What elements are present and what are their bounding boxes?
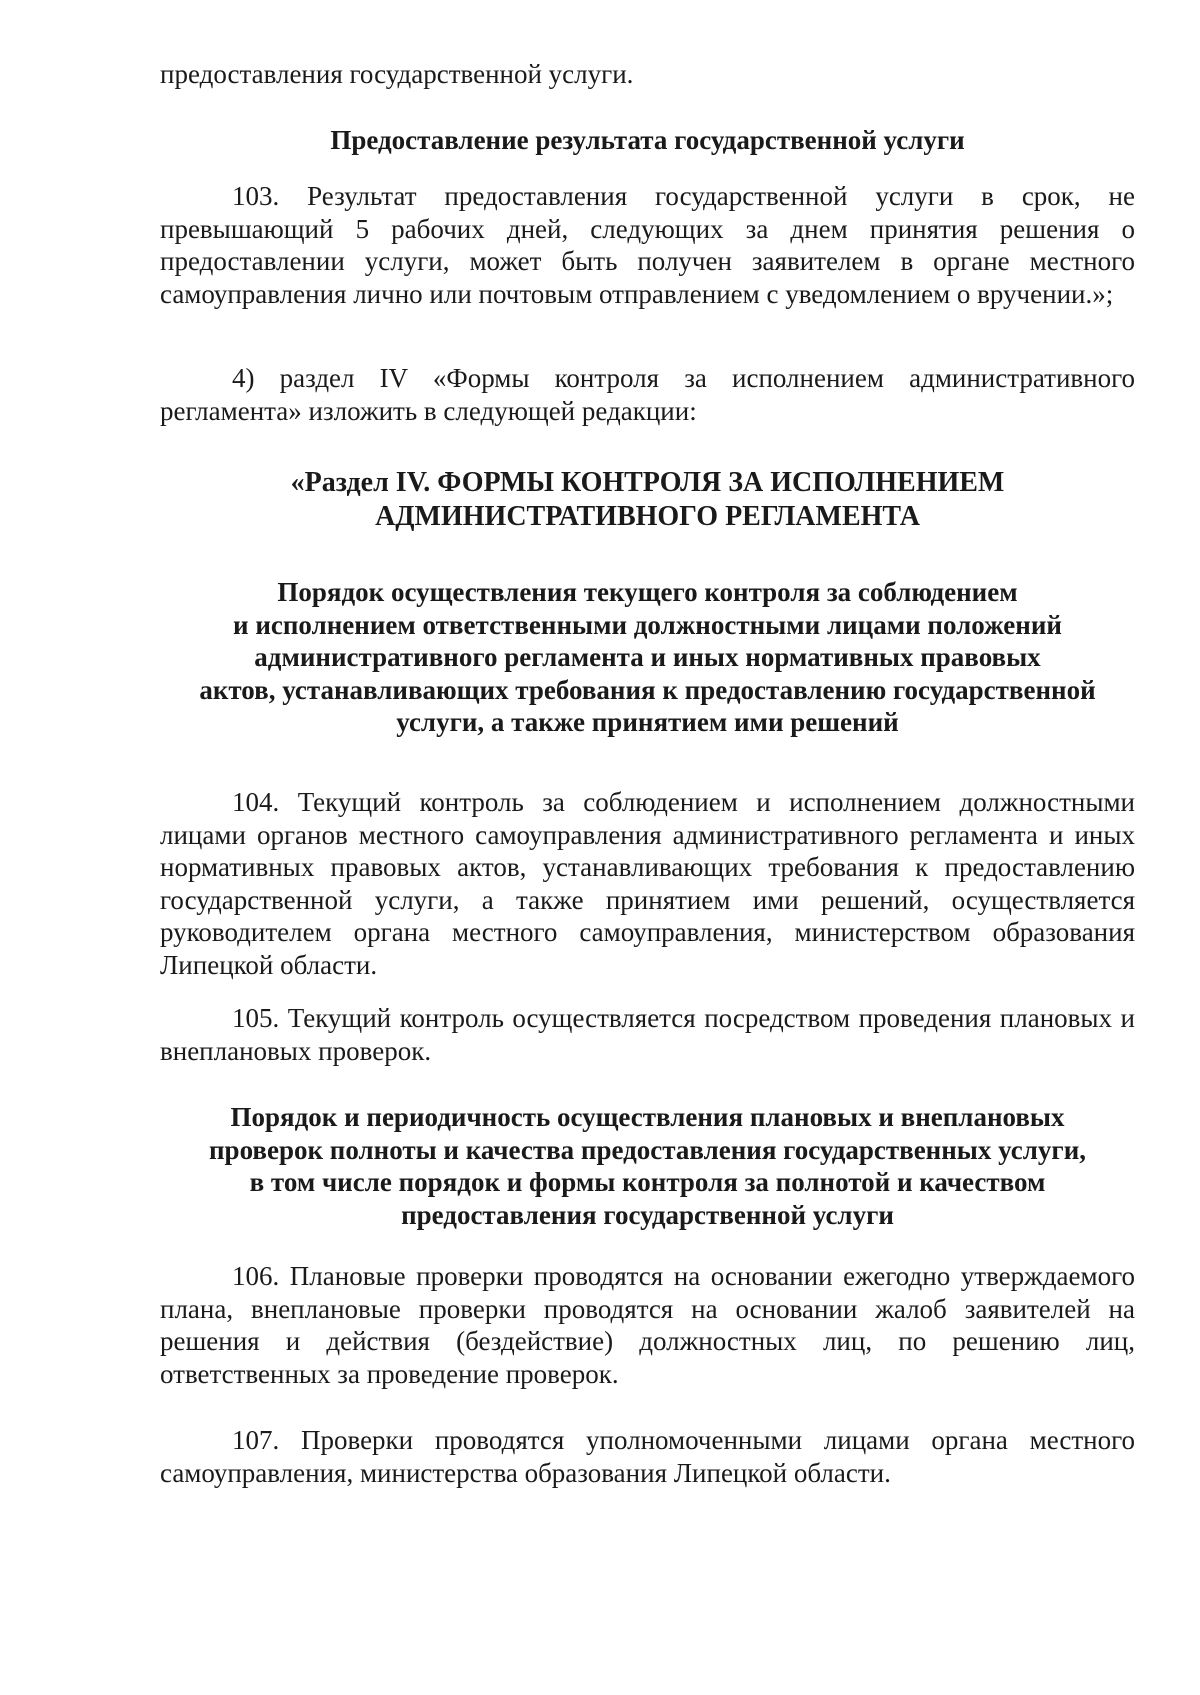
heading-line: и исполнением ответственными должностными лицами положений xyxy=(233,609,1062,640)
paragraph-4: 4) раздел IV «Формы контроля за исполнением административного регламента» изложить в следующей редакции: xyxy=(160,363,1135,426)
heading-current-control xyxy=(160,576,1135,739)
heading-line: услуги, а также принятием ими решений xyxy=(396,707,899,737)
heading-line: предоставления государственной услуги xyxy=(401,1199,894,1230)
section-title-line: АДМИНИСТРАТИВНОГО РЕГЛАМЕНТА xyxy=(375,501,920,532)
paragraph-103: 103. Результат предоставления государственной услуги в срок, не превышающий 5 рабочих дней, следующих за днем принятия решения о предоставлении услуги, может быть получен заявителем в органе местного самоуправления лично или почтовым отправлением с уведомлением о вручении.»; xyxy=(160,181,1135,309)
heading-line: административного регламента и иных нормативных правовых xyxy=(254,642,1041,672)
intro-line: предоставления государственной услуги. xyxy=(160,59,634,89)
section-title xyxy=(160,466,1135,534)
heading-line: актов, устанавливающих требования к предоставлению государственной xyxy=(199,674,1096,705)
paragraph-107: 107. Проверки проводятся уполномоченными лицами органа местного самоуправления, министерства образования Липецкой области. xyxy=(160,1425,1135,1488)
paragraph-106: 106. Плановые проверки проводятся на основании ежегодно утверждаемого плана, внеплановые проверки проводятся на основании жалоб заявителей на решения и действия (бездействие) должностных лиц, по решению лиц, ответственных за проведение проверок. xyxy=(160,1261,1135,1389)
section-title-line: «Раздел IV. ФОРМЫ КОНТРОЛЯ ЗА ИСПОЛНЕНИЕМ xyxy=(290,467,1005,498)
heading-line: Порядок осуществления текущего контроля за соблюдением xyxy=(277,577,1018,607)
paragraph-104: 104. Текущий контроль за соблюдением и исполнением должностными лицами органов местного самоуправления административного регламента и иных нормативных правовых актов, устанавливающих требования к предоставлению государственной услуги, а также принятием ими решений, осуществляется руководителем органа местного самоуправления, министерством образования Липецкой области. xyxy=(160,787,1135,980)
heading-result: Предоставление результата государственной услуги xyxy=(330,125,965,155)
heading-inspections xyxy=(160,1101,1135,1231)
paragraph-105: 105. Текущий контроль осуществляется посредством проведения плановых и внеплановых проверок. xyxy=(160,1003,1135,1066)
heading-line: Порядок и периодичность осуществления плановых и внеплановых xyxy=(230,1102,1065,1132)
heading-line: в том числе порядок и формы контроля за полнотой и качеством xyxy=(249,1167,1046,1197)
heading-line: проверок полноты и качества предоставления государственных услуги, xyxy=(209,1134,1086,1165)
